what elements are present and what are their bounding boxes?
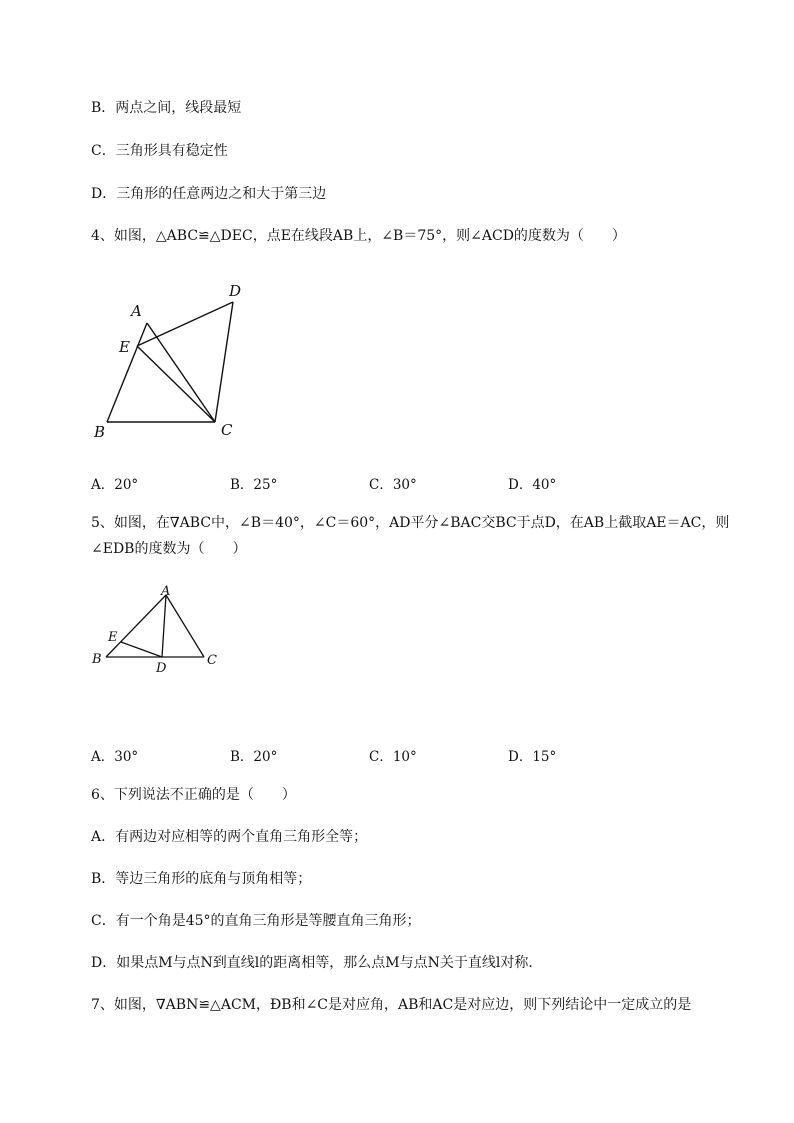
q4-label-a: A [131,302,142,320]
q5-label-c: C [207,653,217,668]
q4-seg-ed [137,302,233,346]
question-6-stem: 6、下列说法不正确的是（ ） [91,787,296,803]
q6-option-d[interactable]: D．如果点M与点N到直线l的距离相等，那么点M与点N关于直线l对称． [91,955,543,971]
question-4-options [91,473,691,491]
question-7-stem: 7、如图，∇ABN≌△ACM，ÐB和∠C是对应角，AB和AC是对应边，则下列结论中一定成立的是 [91,997,692,1013]
q5-option-c[interactable]: C．10° [369,749,417,765]
question-4-stem: 4、如图，△ABC≌△DEC，点E在线段AB上，∠B＝75°，则∠ACD的度数为（ ） [91,228,626,244]
q4-label-b: B [94,423,106,441]
q4-seg-ac [147,323,215,422]
q4-label-c: C [221,421,233,439]
q4-label-d: D [229,282,242,300]
question-5-options [91,745,691,763]
q4-label-e: E [119,338,130,356]
q5-label-b: B [92,652,102,667]
q4-seg-dc [215,302,233,422]
q4-option-d[interactable]: D．40° [508,477,557,493]
q4-seg-ab [107,323,147,422]
q4-option-b[interactable]: B．25° [230,477,278,493]
q5-seg-ab [106,595,166,657]
q5-option-b[interactable]: B．20° [230,749,278,765]
q6-option-a[interactable]: A．有两边对应相等的两个直角三角形全等； [91,829,368,845]
option-b-prev: B．两点之间，线段最短 [91,100,242,116]
question-5-stem-line2: ∠EDB的度数为（ ） [91,541,247,557]
q5-label-e: E [108,630,118,645]
q4-seg-ec [137,346,215,422]
q5-seg-ad [162,595,166,657]
q5-option-d[interactable]: D．15° [508,749,557,765]
q5-label-d: D [156,661,167,676]
q5-label-a: A [161,584,171,599]
q6-option-b[interactable]: B．等边三角形的底角与顶角相等； [91,871,312,887]
option-d-prev: D．三角形的任意两边之和大于第三边 [91,186,327,202]
q5-seg-ac [166,595,204,657]
q5-option-a[interactable]: A．30° [91,749,139,765]
q4-option-c[interactable]: C．30° [369,477,417,493]
q6-option-c[interactable]: C．有一个角是45°的直角三角形是等腰直角三角形； [91,913,421,929]
question-5-stem-line1: 5、如图，在∇ABC中，∠B＝40°，∠C＝60°，AD平分∠BAC交BC于点D，在AB上截取AE＝AC，则 [91,515,730,531]
q4-option-a[interactable]: A．20° [91,477,139,493]
option-c-prev: C．三角形具有稳定性 [91,143,228,159]
q5-seg-ed [121,642,162,657]
